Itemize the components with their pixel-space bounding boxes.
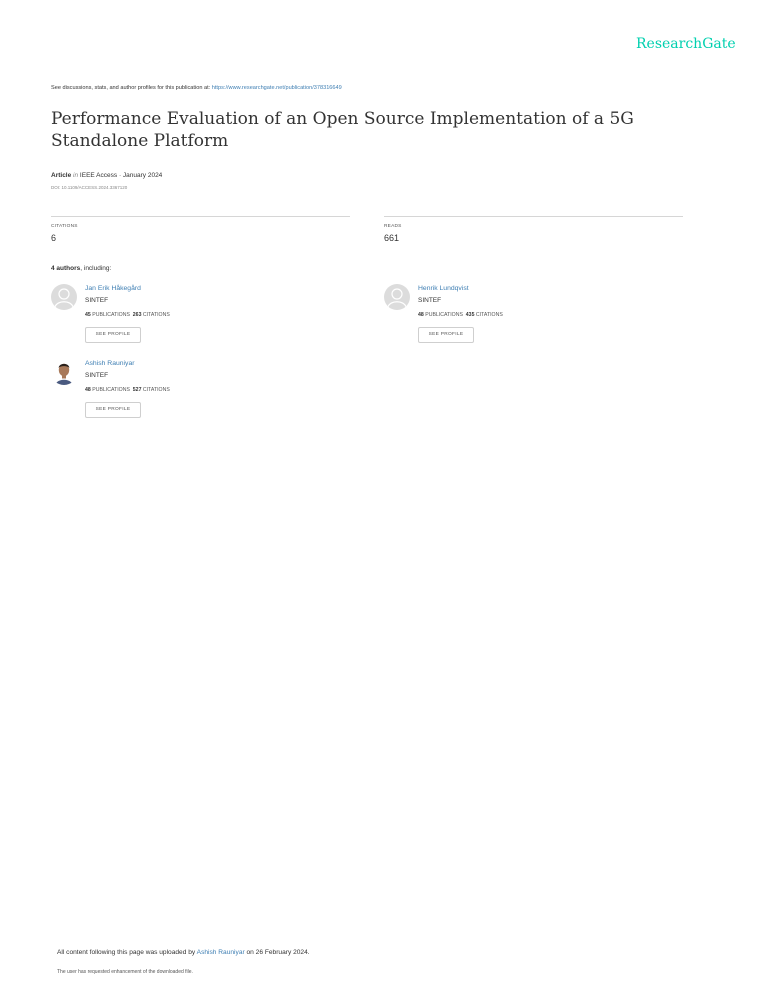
top-note-text: See discussions, stats, and author profiles for this publication at: — [51, 85, 212, 91]
see-profile-button[interactable]: SEE PROFILE — [85, 327, 141, 343]
reads-label: READS — [384, 224, 402, 229]
author-stats — [85, 387, 170, 393]
reads-value: 661 — [384, 233, 400, 243]
article-type: Article — [51, 172, 72, 179]
author-institution: SINTEF — [85, 297, 109, 304]
author-pubs: 48 — [85, 387, 91, 393]
author-pubs: 48 — [418, 312, 424, 318]
authors-heading — [51, 265, 111, 272]
photo-avatar[interactable] — [51, 359, 77, 385]
upload-prefix: All content following this page was uploaded by — [57, 949, 197, 956]
author-institution: SINTEF — [85, 372, 109, 379]
authors-count: 4 authors — [51, 265, 81, 272]
divider-citations — [51, 216, 350, 217]
article-venue: IEEE Access · January 2024 — [79, 172, 163, 179]
author-name-link[interactable]: Ashish Rauniyar — [85, 360, 135, 367]
article-meta — [51, 172, 162, 179]
authors-including: , including: — [80, 265, 112, 272]
author-cits: 263 — [132, 312, 142, 318]
author-pubs: 45 — [85, 312, 91, 318]
author-stats — [85, 312, 170, 318]
divider-reads — [384, 216, 683, 217]
placeholder-avatar-icon[interactable] — [384, 284, 410, 310]
pubs-label: PUBLICATIONS — [425, 312, 463, 318]
upload-note — [57, 949, 310, 956]
see-profile-button[interactable]: SEE PROFILE — [85, 402, 141, 418]
researchgate-logo[interactable]: ResearchGate — [636, 36, 736, 52]
pubs-label: PUBLICATIONS — [92, 312, 130, 318]
publication-link[interactable]: https://www.researchgate.net/publication/378316649 — [211, 85, 342, 91]
author-stats — [418, 312, 503, 318]
upload-suffix: on 26 February 2024. — [244, 949, 310, 956]
page-title: Performance Evaluation of an Open Source Implementation of a 5G Standalone Platform — [51, 109, 634, 151]
cits-label: CITATIONS — [142, 387, 170, 393]
see-profile-button[interactable]: SEE PROFILE — [418, 327, 474, 343]
author-cits: 435 — [465, 312, 475, 318]
article-in: in — [73, 172, 79, 179]
author-institution: SINTEF — [418, 297, 442, 304]
pubs-label: PUBLICATIONS — [92, 387, 130, 393]
top-note — [51, 85, 342, 91]
uploader-link[interactable]: Ashish Rauniyar — [196, 949, 245, 956]
citations-label: CITATIONS — [51, 224, 78, 229]
cits-label: CITATIONS — [142, 312, 170, 318]
author-name-link[interactable]: Henrik Lundqvist — [418, 285, 469, 292]
citations-value: 6 — [51, 233, 57, 243]
enhancement-note: The user has requested enhancement of the downloaded file. — [57, 969, 193, 975]
placeholder-avatar-icon[interactable] — [51, 284, 77, 310]
cits-label: CITATIONS — [475, 312, 503, 318]
author-name-link[interactable]: Jan Erik Håkegård — [85, 285, 141, 292]
author-cits: 527 — [132, 387, 142, 393]
article-doi: DOI: 10.1109/ACCESS.2024.3367120 — [51, 185, 128, 190]
